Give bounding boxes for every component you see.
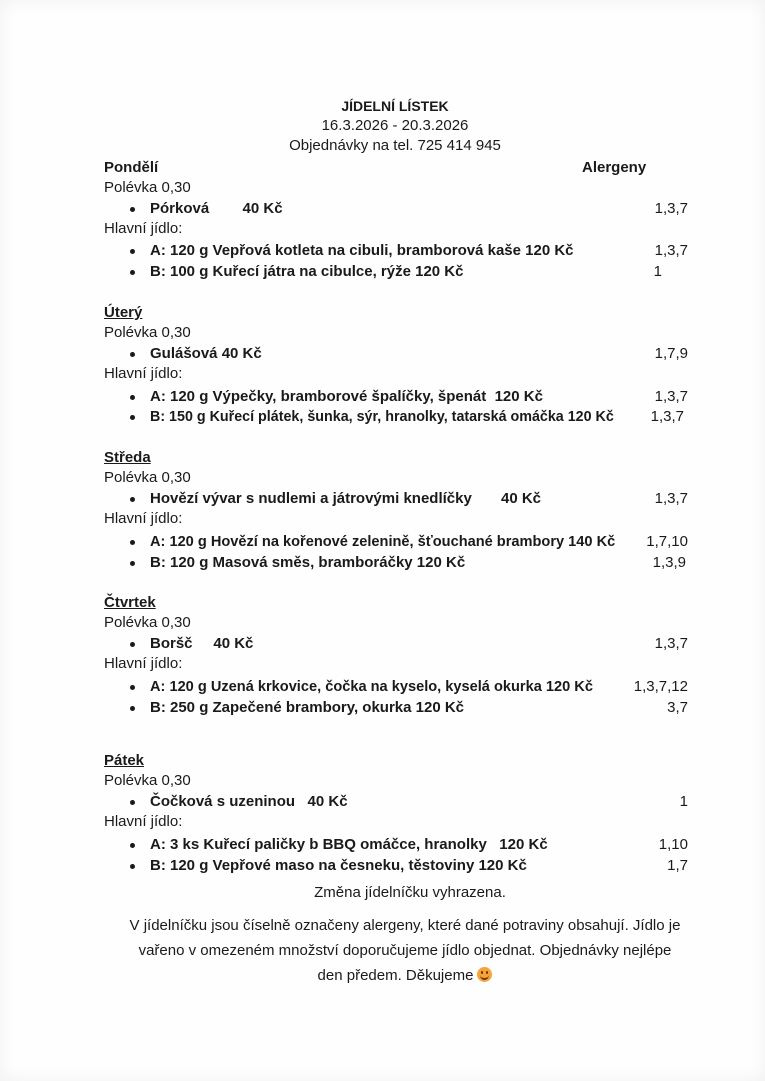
bullet-icon [130,642,135,647]
friday-soup-allergens: 1 [679,793,688,810]
thursday-main-a: A: 120 g Uzená krkovice, čočka na kyselo, kyselá okurka 120 Kč [150,679,593,695]
menu-title: JÍDELNÍ LÍSTEK [341,98,449,114]
bullet-icon [130,270,135,275]
bullet-icon [130,540,135,545]
thanks-text: den předem. Děkujeme [317,967,474,984]
allergens-column-header: Alergeny [582,159,647,176]
soup-label: Polévka 0,30 [104,772,191,789]
bullet-icon [130,415,135,420]
bullet-icon [130,843,135,848]
allergen-note-line-3 [60,963,750,988]
day-thursday-heading: Čtvrtek [104,594,156,611]
tuesday-soup-allergens: 1,7,9 [654,345,688,362]
bullet-icon [130,395,135,400]
main-label: Hlavní jídlo: [104,510,183,527]
wednesday-main-a: A: 120 g Hovězí na kořenové zelenině, šťouchané brambory 140 Kč [150,534,616,550]
friday-soup: Čočková s uzeninou 40 Kč [150,793,348,810]
friday-main-a-allergens: 1,10 [658,836,688,853]
day-friday-heading: Pátek [104,752,145,769]
day-tuesday-heading: Úterý [104,304,143,321]
bullet-icon [130,561,135,566]
tuesday-main-a-allergens: 1,3,7 [654,388,688,405]
monday-soup-allergens: 1,3,7 [654,200,688,217]
main-label: Hlavní jídlo: [104,220,183,237]
bullet-icon [130,864,135,869]
day-wednesday-heading: Středa [104,449,151,466]
wednesday-main-a-allergens: 1,7,10 [646,533,688,550]
wednesday-main-b-allergens: 1,3,9 [652,554,686,571]
wednesday-soup-allergens: 1,3,7 [654,490,688,507]
monday-soup: Pórková 40 Kč [150,200,283,217]
wednesday-soup: Hovězí vývar s nudlemi a játrovými knedlíčky 40 Kč [150,490,542,507]
main-label: Hlavní jídlo: [104,813,183,830]
bullet-icon [130,352,135,357]
smiley-icon [477,967,492,982]
soup-label: Polévka 0,30 [104,324,191,341]
monday-main-a-allergens: 1,3,7 [654,242,688,259]
bullet-icon [130,249,135,254]
friday-main-b-allergens: 1,7 [667,857,688,874]
bullet-icon [130,706,135,711]
tuesday-soup: Gulášová 40 Kč [150,345,262,362]
wednesday-main-b: B: 120 g Masová směs, bramboráčky 120 Kč [150,554,466,571]
monday-main-a: A: 120 g Vepřová kotleta na cibuli, bramborová kaše 120 Kč [150,242,574,259]
bullet-icon [130,497,135,502]
bullet-icon [130,207,135,212]
menu-header [0,96,765,156]
menu-dates: 16.3.2026 - 20.3.2026 [321,117,469,134]
allergen-note [60,913,750,988]
friday-main-a: A: 3 ks Kuřecí paličky b BBQ omáčce, hranolky 120 Kč [150,836,548,853]
tuesday-main-a: A: 120 g Výpečky, bramborové špalíčky, špenát 120 Kč [150,388,543,405]
main-label: Hlavní jídlo: [104,655,183,672]
day-monday-heading: Pondělí [104,159,159,176]
monday-main-b: B: 100 g Kuřecí játra na cibulce, rýže 120 Kč [150,263,464,280]
allergen-note-line-1: V jídelníčku jsou číselně označeny alergeny, které dané potraviny obsahují. Jídlo je [129,917,681,934]
bullet-icon [130,685,135,690]
tuesday-main-b-allergens: 1,3,7 [650,408,684,425]
allergen-note-line-2: vařeno v omezeném množství doporučujeme jídlo objednat. Objednávky nejlépe [138,942,672,959]
change-note: Změna jídelníčku vyhrazena. [314,884,506,901]
friday-main-b: B: 120 g Vepřové maso na česneku, těstoviny 120 Kč [150,857,527,874]
thursday-soup: Boršč 40 Kč [150,635,254,652]
thursday-soup-allergens: 1,3,7 [654,635,688,652]
thursday-main-a-allergens: 1,3,7,12 [633,678,688,695]
monday-main-b-allergens: 1 [653,263,662,280]
order-contact: Objednávky na tel. 725 414 945 [289,137,501,154]
soup-label: Polévka 0,30 [104,469,191,486]
bullet-icon [130,800,135,805]
soup-label: Polévka 0,30 [104,179,191,196]
main-label: Hlavní jídlo: [104,365,183,382]
thursday-main-b-allergens: 3,7 [667,699,688,716]
thursday-main-b: B: 250 g Zapečené brambory, okurka 120 Kč [150,699,465,716]
soup-label: Polévka 0,30 [104,614,191,631]
tuesday-main-b: B: 150 g Kuřecí plátek, šunka, sýr, hranolky, tatarská omáčka 120 Kč [150,409,614,425]
